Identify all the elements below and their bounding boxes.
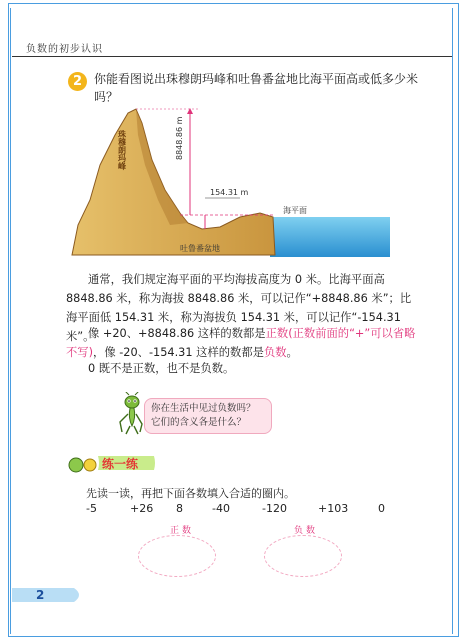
number-item: 0: [378, 502, 385, 515]
p2-negative-term: 负数: [263, 346, 287, 359]
mountain-label: 珠穆朗玛峰: [117, 130, 127, 170]
sea: [270, 217, 390, 257]
bubble-line-2: 它们的含义各是什么？: [151, 417, 247, 428]
bubble-line-1: 你在生活中见过负数吗？: [151, 403, 256, 414]
negative-set-label: 负数: [294, 526, 319, 536]
page-number: 2: [36, 588, 45, 602]
number-item: +26: [130, 502, 154, 515]
p2-part-a: 像 +20、+8848.86 这样的数都是: [88, 327, 266, 340]
practice-instruction: 先读一读，再把下面各数填入合适的圈内。: [86, 487, 295, 500]
question-number-badge: 2: [68, 72, 87, 91]
number-item: +103: [318, 502, 349, 515]
p2-part-c: ，像 -20、-154.31 这样的数都是: [93, 346, 264, 359]
elevation-figure: [70, 105, 390, 260]
p2-positive-term: 正数(正数前面的“+”可以省略不写): [66, 327, 416, 359]
paragraph-zero: 0 既不是正数，也不是负数。: [88, 362, 235, 375]
practice-label: 练一练: [102, 457, 139, 471]
positive-set-oval[interactable]: [138, 535, 216, 577]
height-label: 8848.86 m: [175, 116, 184, 160]
positive-set-label: 正数: [170, 526, 195, 536]
sea-label: 海平面: [283, 206, 307, 215]
number-item: 8: [176, 502, 183, 515]
number-item: -120: [262, 502, 287, 515]
number-item: -40: [212, 502, 230, 515]
speech-bubble: [144, 398, 272, 434]
negative-set-oval[interactable]: [264, 535, 342, 577]
paragraph-sea-level: 通常，我们规定海平面的平均海拔高度为 0 米。比海平面高 8848.86 米，称为海拔 8848.86 米，可以记作“+8848.86 米”；比海平面低 154.31 米，称为海拔负 154.31 米，可以记作“-154.31 米”。: [66, 273, 412, 343]
page-header: [12, 38, 452, 57]
footer-page-tab: [12, 584, 92, 606]
mountain: [72, 109, 275, 255]
number-item: -5: [86, 502, 97, 515]
p2-part-e: 。: [286, 346, 298, 359]
basin-label: 吐鲁番盆地: [180, 244, 220, 253]
depth-label: 154.31 m: [210, 188, 249, 197]
paragraph-positive-negative: [66, 324, 416, 362]
question-text: 你能看图说出珠穆朗玛峰和吐鲁番盆地比海平面高或低多少米吗？: [94, 72, 419, 104]
header-title: 负数的初步认识: [26, 44, 103, 55]
